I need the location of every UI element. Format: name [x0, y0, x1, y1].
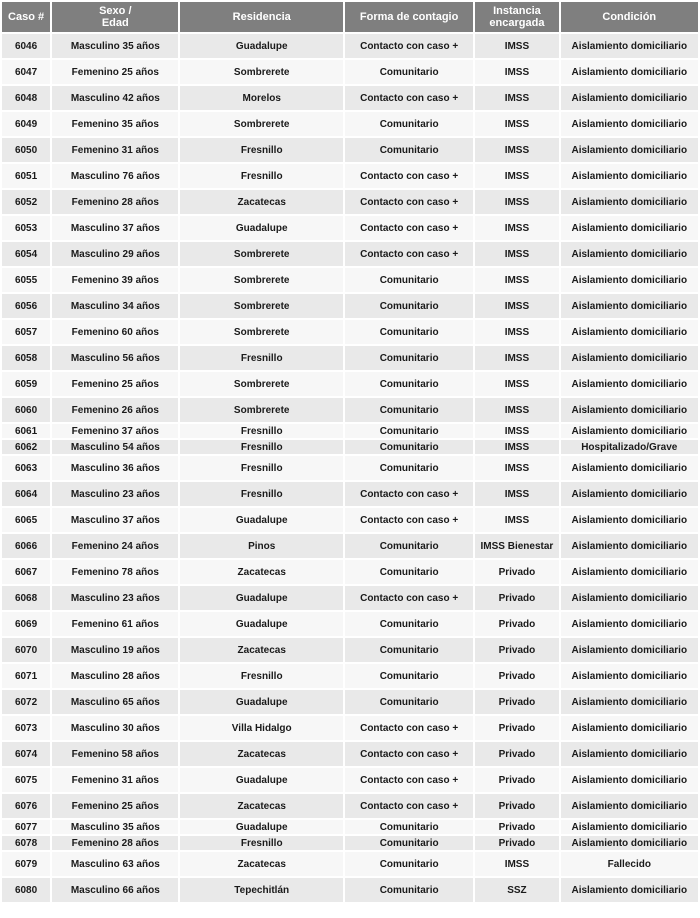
cell-sexo-edad: Femenino 60 años [52, 320, 178, 344]
cell-caso: 6067 [2, 560, 50, 584]
cell-instancia: IMSS [475, 424, 558, 438]
cell-instancia: IMSS [475, 138, 558, 162]
cell-condicion: Aislamiento domiciliario [561, 190, 698, 214]
table-body [2, 34, 698, 902]
table-row [2, 216, 698, 240]
cell-caso: 6055 [2, 268, 50, 292]
cell-forma-contagio: Contacto con caso + [345, 216, 473, 240]
cell-sexo-edad: Femenino 78 años [52, 560, 178, 584]
cell-instancia: IMSS Bienestar [475, 534, 558, 558]
cell-residencia: Sombrerete [180, 112, 342, 136]
table-row [2, 190, 698, 214]
cell-forma-contagio: Comunitario [345, 878, 473, 902]
cell-condicion: Aislamiento domiciliario [561, 534, 698, 558]
cell-caso: 6060 [2, 398, 50, 422]
cell-condicion: Aislamiento domiciliario [561, 164, 698, 188]
cell-caso: 6071 [2, 664, 50, 688]
cell-forma-contagio: Contacto con caso + [345, 768, 473, 792]
cell-caso: 6074 [2, 742, 50, 766]
cell-instancia: Privado [475, 820, 558, 834]
cell-forma-contagio: Comunitario [345, 294, 473, 318]
cell-residencia: Fresnillo [180, 482, 342, 506]
cell-condicion: Aislamiento domiciliario [561, 820, 698, 834]
cell-instancia: IMSS [475, 60, 558, 84]
table-row [2, 852, 698, 876]
cell-residencia: Guadalupe [180, 612, 342, 636]
cell-residencia: Sombrerete [180, 372, 342, 396]
cell-instancia: Privado [475, 638, 558, 662]
cell-caso: 6061 [2, 424, 50, 438]
cell-sexo-edad: Masculino 34 años [52, 294, 178, 318]
cell-instancia: IMSS [475, 320, 558, 344]
cell-caso: 6066 [2, 534, 50, 558]
table-row [2, 836, 698, 850]
table-row [2, 664, 698, 688]
header-caso: Caso # [2, 2, 50, 32]
cell-sexo-edad: Masculino 29 años [52, 242, 178, 266]
header-instancia-line1: Instancia [493, 5, 541, 17]
cell-sexo-edad: Masculino 35 años [52, 34, 178, 58]
cell-sexo-edad: Femenino 58 años [52, 742, 178, 766]
table-row [2, 456, 698, 480]
cell-caso: 6076 [2, 794, 50, 818]
cell-residencia: Fresnillo [180, 138, 342, 162]
cell-instancia: IMSS [475, 242, 558, 266]
cell-caso: 6051 [2, 164, 50, 188]
table-row [2, 482, 698, 506]
cell-forma-contagio: Comunitario [345, 424, 473, 438]
cell-instancia: Privado [475, 716, 558, 740]
cell-instancia: Privado [475, 560, 558, 584]
cell-condicion: Aislamiento domiciliario [561, 794, 698, 818]
cell-residencia: Guadalupe [180, 216, 342, 240]
table-header [2, 2, 698, 32]
cell-sexo-edad: Masculino 66 años [52, 878, 178, 902]
cell-sexo-edad: Masculino 23 años [52, 482, 178, 506]
cell-residencia: Pinos [180, 534, 342, 558]
cell-condicion: Aislamiento domiciliario [561, 346, 698, 370]
cell-forma-contagio: Comunitario [345, 456, 473, 480]
cell-residencia: Fresnillo [180, 440, 342, 454]
header-residencia: Residencia [180, 2, 342, 32]
cell-condicion: Aislamiento domiciliario [561, 664, 698, 688]
header-condicion: Condición [561, 2, 698, 32]
cell-instancia: IMSS [475, 34, 558, 58]
cell-instancia: IMSS [475, 294, 558, 318]
table-row [2, 86, 698, 110]
table-row [2, 508, 698, 532]
table-row [2, 34, 698, 58]
table-row [2, 164, 698, 188]
cell-forma-contagio: Contacto con caso + [345, 86, 473, 110]
cell-caso: 6072 [2, 690, 50, 714]
cell-forma-contagio: Contacto con caso + [345, 164, 473, 188]
cell-sexo-edad: Masculino 37 años [52, 508, 178, 532]
cell-sexo-edad: Femenino 39 años [52, 268, 178, 292]
cell-forma-contagio: Comunitario [345, 820, 473, 834]
table-row [2, 878, 698, 902]
cell-residencia: Zacatecas [180, 852, 342, 876]
cell-instancia: Privado [475, 586, 558, 610]
table-row [2, 440, 698, 454]
table-row [2, 60, 698, 84]
cell-forma-contagio: Contacto con caso + [345, 34, 473, 58]
cell-forma-contagio: Comunitario [345, 612, 473, 636]
header-instancia [475, 2, 558, 32]
cell-residencia: Fresnillo [180, 346, 342, 370]
cell-sexo-edad: Masculino 76 años [52, 164, 178, 188]
cell-residencia: Sombrerete [180, 294, 342, 318]
cell-condicion: Aislamiento domiciliario [561, 138, 698, 162]
cell-instancia: IMSS [475, 216, 558, 240]
cell-residencia: Zacatecas [180, 560, 342, 584]
cell-caso: 6075 [2, 768, 50, 792]
cell-sexo-edad: Femenino 31 años [52, 138, 178, 162]
cell-condicion: Aislamiento domiciliario [561, 320, 698, 344]
cell-forma-contagio: Comunitario [345, 112, 473, 136]
cell-sexo-edad: Masculino 56 años [52, 346, 178, 370]
cell-condicion: Hospitalizado/Grave [561, 440, 698, 454]
cell-forma-contagio: Comunitario [345, 664, 473, 688]
cell-residencia: Guadalupe [180, 586, 342, 610]
cell-sexo-edad: Femenino 25 años [52, 60, 178, 84]
cell-forma-contagio: Contacto con caso + [345, 508, 473, 532]
cell-sexo-edad: Femenino 28 años [52, 836, 178, 850]
cell-condicion: Aislamiento domiciliario [561, 508, 698, 532]
cell-condicion: Aislamiento domiciliario [561, 398, 698, 422]
table-row [2, 346, 698, 370]
cell-sexo-edad: Femenino 37 años [52, 424, 178, 438]
cell-condicion: Aislamiento domiciliario [561, 560, 698, 584]
cell-sexo-edad: Femenino 26 años [52, 398, 178, 422]
cell-sexo-edad: Femenino 61 años [52, 612, 178, 636]
cell-sexo-edad: Masculino 35 años [52, 820, 178, 834]
cell-residencia: Sombrerete [180, 60, 342, 84]
cell-instancia: Privado [475, 690, 558, 714]
cell-caso: 6062 [2, 440, 50, 454]
cell-forma-contagio: Contacto con caso + [345, 716, 473, 740]
cell-condicion: Aislamiento domiciliario [561, 34, 698, 58]
cell-condicion: Aislamiento domiciliario [561, 60, 698, 84]
cell-instancia: IMSS [475, 456, 558, 480]
cell-instancia: IMSS [475, 372, 558, 396]
cell-sexo-edad: Femenino 25 años [52, 372, 178, 396]
cell-instancia: IMSS [475, 398, 558, 422]
cell-condicion: Aislamiento domiciliario [561, 878, 698, 902]
cell-forma-contagio: Comunitario [345, 690, 473, 714]
cell-residencia: Fresnillo [180, 664, 342, 688]
cell-instancia: Privado [475, 612, 558, 636]
cell-forma-contagio: Comunitario [345, 852, 473, 876]
cell-forma-contagio: Comunitario [345, 836, 473, 850]
table-row [2, 612, 698, 636]
cell-instancia: IMSS [475, 508, 558, 532]
cell-residencia: Guadalupe [180, 768, 342, 792]
cell-forma-contagio: Comunitario [345, 560, 473, 584]
cell-forma-contagio: Contacto con caso + [345, 242, 473, 266]
cell-sexo-edad: Femenino 25 años [52, 794, 178, 818]
cell-sexo-edad: Masculino 65 años [52, 690, 178, 714]
cell-caso: 6065 [2, 508, 50, 532]
header-instancia-line2: encargada [489, 17, 545, 29]
table-row [2, 794, 698, 818]
cell-instancia: Privado [475, 742, 558, 766]
table-row [2, 638, 698, 662]
table-row [2, 560, 698, 584]
cell-caso: 6077 [2, 820, 50, 834]
cell-residencia: Sombrerete [180, 398, 342, 422]
table-row [2, 138, 698, 162]
cell-condicion: Aislamiento domiciliario [561, 716, 698, 740]
cell-condicion: Aislamiento domiciliario [561, 742, 698, 766]
cell-caso: 6078 [2, 836, 50, 850]
cell-residencia: Fresnillo [180, 164, 342, 188]
table-row [2, 768, 698, 792]
table-row [2, 586, 698, 610]
cell-instancia: IMSS [475, 164, 558, 188]
cell-instancia: IMSS [475, 190, 558, 214]
cell-condicion: Aislamiento domiciliario [561, 612, 698, 636]
table-row [2, 294, 698, 318]
cell-residencia: Zacatecas [180, 190, 342, 214]
cell-instancia: IMSS [475, 86, 558, 110]
cell-sexo-edad: Femenino 31 años [52, 768, 178, 792]
header-sexo-edad [52, 2, 178, 32]
cell-instancia: IMSS [475, 482, 558, 506]
cell-caso: 6068 [2, 586, 50, 610]
cell-condicion: Aislamiento domiciliario [561, 268, 698, 292]
header-forma-contagio: Forma de contagio [345, 2, 473, 32]
table-row [2, 716, 698, 740]
cell-instancia: IMSS [475, 852, 558, 876]
cell-condicion: Aislamiento domiciliario [561, 216, 698, 240]
cell-caso: 6053 [2, 216, 50, 240]
table-row [2, 690, 698, 714]
cell-residencia: Sombrerete [180, 242, 342, 266]
cell-caso: 6048 [2, 86, 50, 110]
cell-residencia: Guadalupe [180, 820, 342, 834]
cell-sexo-edad: Masculino 30 años [52, 716, 178, 740]
cell-condicion: Aislamiento domiciliario [561, 372, 698, 396]
cell-caso: 6058 [2, 346, 50, 370]
cell-sexo-edad: Femenino 35 años [52, 112, 178, 136]
cell-condicion: Aislamiento domiciliario [561, 482, 698, 506]
cell-caso: 6063 [2, 456, 50, 480]
table-row [2, 320, 698, 344]
cell-caso: 6070 [2, 638, 50, 662]
cell-forma-contagio: Contacto con caso + [345, 742, 473, 766]
cell-caso: 6073 [2, 716, 50, 740]
table-row [2, 112, 698, 136]
cell-forma-contagio: Comunitario [345, 440, 473, 454]
cell-forma-contagio: Contacto con caso + [345, 586, 473, 610]
cell-sexo-edad: Masculino 42 años [52, 86, 178, 110]
table-row [2, 372, 698, 396]
cell-residencia: Zacatecas [180, 794, 342, 818]
cell-caso: 6059 [2, 372, 50, 396]
cell-caso: 6046 [2, 34, 50, 58]
cell-sexo-edad: Masculino 37 años [52, 216, 178, 240]
cell-condicion: Aislamiento domiciliario [561, 86, 698, 110]
cell-residencia: Sombrerete [180, 268, 342, 292]
cell-forma-contagio: Comunitario [345, 138, 473, 162]
cell-sexo-edad: Femenino 24 años [52, 534, 178, 558]
cell-sexo-edad: Masculino 23 años [52, 586, 178, 610]
table-row [2, 398, 698, 422]
cell-condicion: Fallecido [561, 852, 698, 876]
cell-instancia: IMSS [475, 440, 558, 454]
cell-instancia: IMSS [475, 346, 558, 370]
cell-forma-contagio: Comunitario [345, 372, 473, 396]
cell-residencia: Zacatecas [180, 638, 342, 662]
cell-instancia: SSZ [475, 878, 558, 902]
cell-forma-contagio: Comunitario [345, 638, 473, 662]
cell-residencia: Zacatecas [180, 742, 342, 766]
table-row [2, 534, 698, 558]
cell-instancia: Privado [475, 794, 558, 818]
cell-sexo-edad: Femenino 28 años [52, 190, 178, 214]
cell-caso: 6057 [2, 320, 50, 344]
cell-condicion: Aislamiento domiciliario [561, 456, 698, 480]
cell-forma-contagio: Contacto con caso + [345, 482, 473, 506]
cell-caso: 6064 [2, 482, 50, 506]
cell-residencia: Fresnillo [180, 424, 342, 438]
cell-condicion: Aislamiento domiciliario [561, 294, 698, 318]
cell-residencia: Tepechitlán [180, 878, 342, 902]
cell-condicion: Aislamiento domiciliario [561, 424, 698, 438]
cell-forma-contagio: Comunitario [345, 534, 473, 558]
cell-instancia: Privado [475, 836, 558, 850]
cell-condicion: Aislamiento domiciliario [561, 638, 698, 662]
header-row [2, 2, 698, 32]
cell-condicion: Aislamiento domiciliario [561, 112, 698, 136]
cell-caso: 6050 [2, 138, 50, 162]
cell-forma-contagio: Comunitario [345, 346, 473, 370]
cell-forma-contagio: Contacto con caso + [345, 794, 473, 818]
cell-residencia: Guadalupe [180, 34, 342, 58]
cell-sexo-edad: Masculino 28 años [52, 664, 178, 688]
cell-caso: 6056 [2, 294, 50, 318]
cell-instancia: IMSS [475, 112, 558, 136]
table-row [2, 424, 698, 438]
cell-residencia: Guadalupe [180, 508, 342, 532]
cell-sexo-edad: Masculino 63 años [52, 852, 178, 876]
cell-forma-contagio: Comunitario [345, 60, 473, 84]
cell-residencia: Fresnillo [180, 836, 342, 850]
table-row [2, 742, 698, 766]
cell-forma-contagio: Contacto con caso + [345, 190, 473, 214]
table-row [2, 242, 698, 266]
cell-residencia: Fresnillo [180, 456, 342, 480]
cell-condicion: Aislamiento domiciliario [561, 242, 698, 266]
table-row [2, 820, 698, 834]
cell-residencia: Morelos [180, 86, 342, 110]
cell-caso: 6047 [2, 60, 50, 84]
cell-forma-contagio: Comunitario [345, 268, 473, 292]
cell-caso: 6069 [2, 612, 50, 636]
header-sexo-edad-line2: Edad [101, 17, 129, 29]
cell-instancia: IMSS [475, 268, 558, 292]
cell-forma-contagio: Comunitario [345, 320, 473, 344]
cell-instancia: Privado [475, 664, 558, 688]
header-sexo-edad-line1: Sexo / [99, 5, 132, 17]
cell-residencia: Villa Hidalgo [180, 716, 342, 740]
cell-instancia: Privado [475, 768, 558, 792]
cell-caso: 6054 [2, 242, 50, 266]
cell-sexo-edad: Masculino 54 años [52, 440, 178, 454]
cell-caso: 6080 [2, 878, 50, 902]
cell-residencia: Sombrerete [180, 320, 342, 344]
cell-caso: 6079 [2, 852, 50, 876]
cell-condicion: Aislamiento domiciliario [561, 586, 698, 610]
cell-residencia: Guadalupe [180, 690, 342, 714]
cell-condicion: Aislamiento domiciliario [561, 836, 698, 850]
cell-condicion: Aislamiento domiciliario [561, 690, 698, 714]
cell-sexo-edad: Masculino 19 años [52, 638, 178, 662]
table-row [2, 268, 698, 292]
cell-caso: 6049 [2, 112, 50, 136]
cell-condicion: Aislamiento domiciliario [561, 768, 698, 792]
cell-forma-contagio: Comunitario [345, 398, 473, 422]
cell-sexo-edad: Masculino 36 años [52, 456, 178, 480]
cell-caso: 6052 [2, 190, 50, 214]
